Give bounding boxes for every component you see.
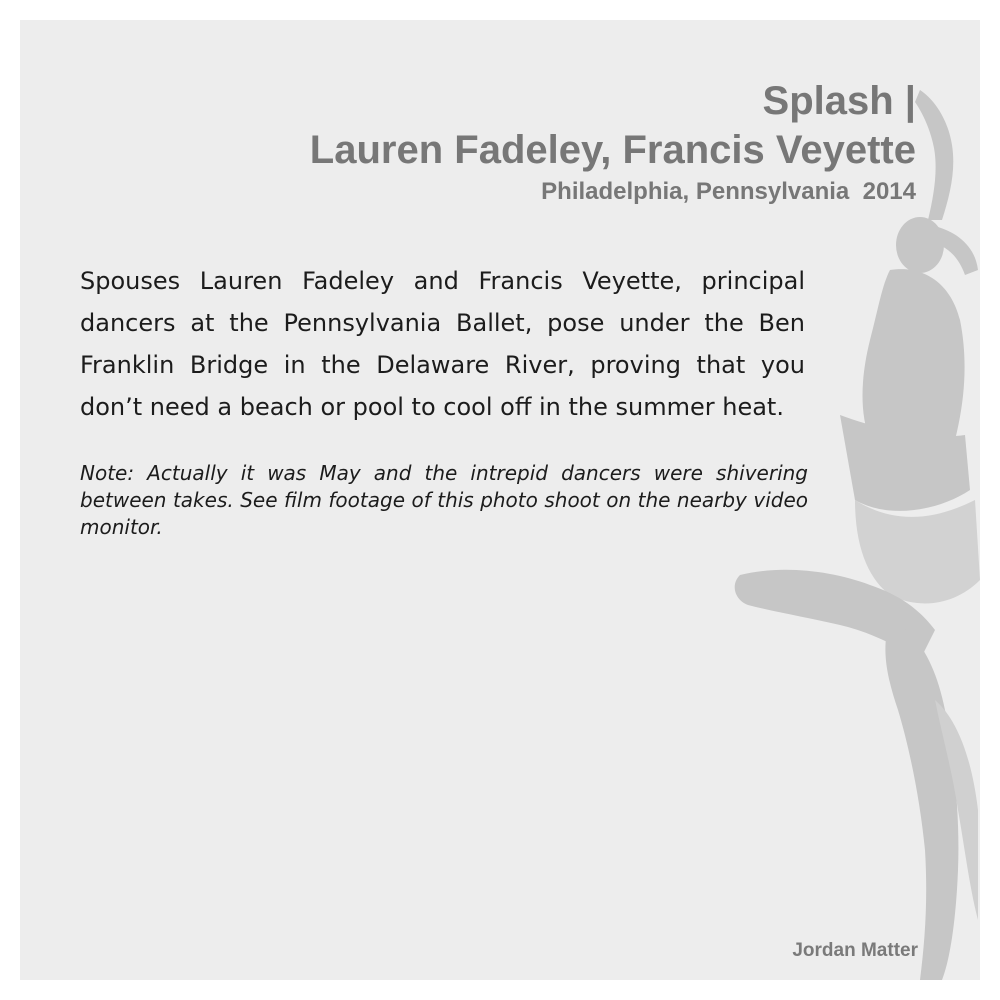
note-paragraph: Note: Actually it was May and the intrepid dancers were shivering between takes. See film footage of this photo shoot on the nearby video monitor. [80,461,808,539]
title-line2: Lauren Fadeley, Francis Veyette [309,128,916,172]
subtitle-location-year: Philadelphia, Pennsylvania 2014 [541,178,916,205]
description-paragraph: Spouses Lauren Fadeley and Francis Veyette, principal dancers at the Pennsylvania Ballet, pose under the Ben Franklin Bridge in the Delaware River, proving that you don’t need a beach or pool to cool off in the summer heat. [80,267,805,421]
title-block [310,78,916,208]
caption-panel [20,20,980,980]
photographer-credit: Jordan Matter [792,940,918,961]
title-line1: Splash | [762,79,916,123]
